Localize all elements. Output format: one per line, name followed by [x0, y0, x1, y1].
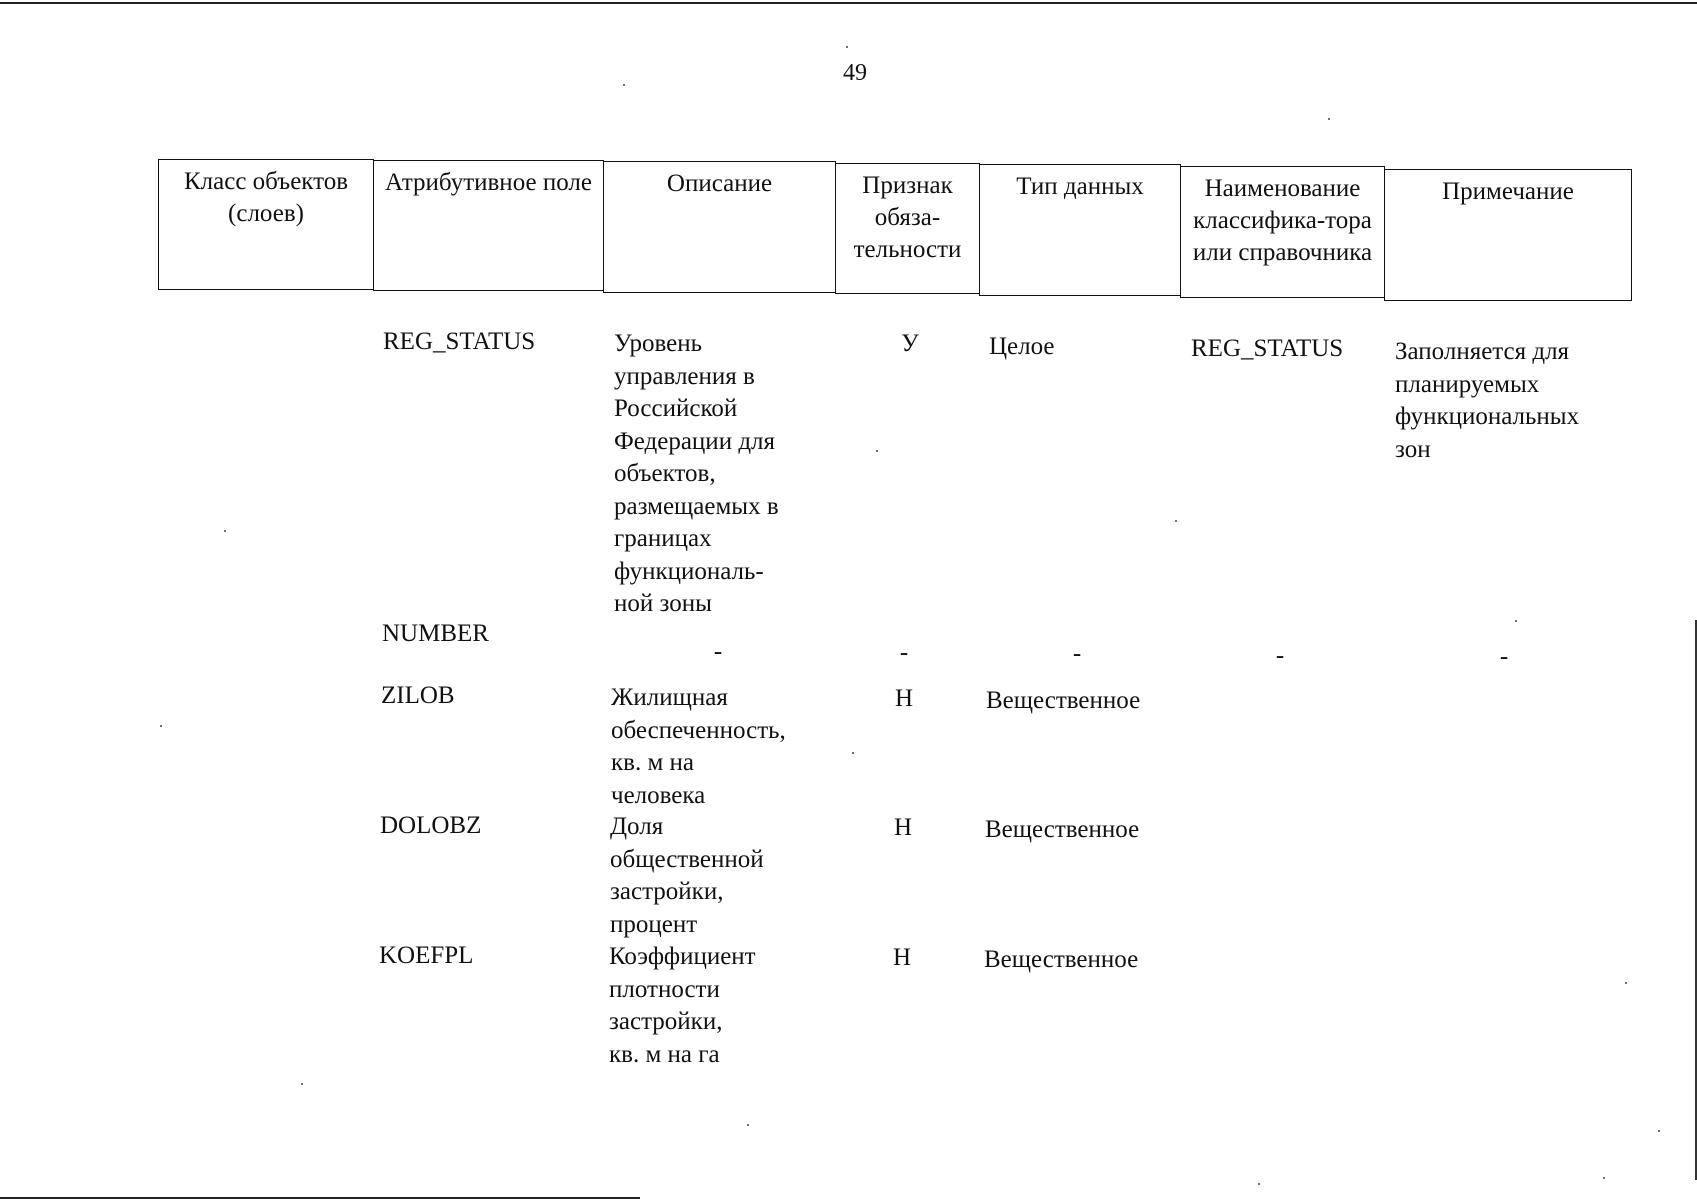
- scan-speck: [747, 1124, 749, 1126]
- header-classifier-label: Наименование классифика-тора или справочника: [1192, 175, 1373, 266]
- type-reg-status: Целое: [989, 333, 1055, 360]
- scan-speck: [1603, 1177, 1605, 1179]
- header-required: [835, 163, 980, 294]
- header-class-label: Класс объектов (слоев): [183, 168, 349, 227]
- scan-speck: [623, 84, 625, 86]
- description-koefpl: Коэффициент плотности застройки, кв. м на га: [609, 943, 756, 1068]
- header-description: [603, 161, 836, 293]
- field-number: NUMBER: [382, 620, 489, 647]
- top-rule: [0, 2, 1697, 4]
- scan-speck: [876, 450, 878, 452]
- classifier-reg-status: REG_STATUS: [1191, 335, 1344, 362]
- header-note: [1384, 169, 1632, 301]
- type-koefpl: Вещественное: [984, 946, 1139, 973]
- scan-speck: [301, 1083, 303, 1085]
- description-reg-status: Уровень управления в Российской Федерации для объектов, размещаемых в границах функциональ- ной зоны: [614, 330, 779, 617]
- scan-speck: [852, 752, 854, 754]
- scan-speck: [1658, 1130, 1660, 1132]
- required-dolobz: Н: [893, 814, 913, 841]
- scan-speck: [160, 725, 162, 727]
- required-zilob: Н: [894, 685, 914, 712]
- header-field-label: Атрибутивное поле: [385, 169, 592, 196]
- note-reg-status: Заполняется для планируемых функциональных зон: [1395, 338, 1580, 463]
- header-type-label: Тип данных: [1016, 173, 1144, 200]
- required-reg-status: У: [901, 330, 919, 357]
- header-type: [979, 164, 1181, 296]
- bottom-rule: [0, 1197, 640, 1199]
- field-koefpl: KOEFPL: [379, 942, 474, 969]
- scan-speck: [1175, 520, 1177, 522]
- header-classifier: [1180, 166, 1385, 298]
- scan-speck: [1515, 620, 1517, 622]
- header-note-label: Примечание: [1442, 178, 1574, 205]
- scan-speck: [224, 530, 226, 532]
- description-number: -: [713, 638, 723, 665]
- description-zilob: Жилищная обеспеченность, кв. м на человека: [611, 684, 786, 809]
- type-number: -: [1072, 640, 1082, 667]
- header-required-label: Признак обяза-тельности: [853, 172, 962, 263]
- required-number: -: [899, 639, 909, 666]
- type-zilob: Вещественное: [986, 687, 1141, 714]
- note-number: -: [1499, 643, 1509, 670]
- required-koefpl: Н: [892, 944, 912, 971]
- header-field: [373, 160, 604, 291]
- field-zilob: ZILOB: [381, 682, 455, 709]
- scan-speck: [846, 46, 848, 48]
- description-dolobz: Доля общественной застройки, процент: [610, 813, 764, 938]
- type-dolobz: Вещественное: [985, 816, 1140, 843]
- scan-speck: [1625, 982, 1627, 984]
- header-description-label: Описание: [666, 170, 773, 197]
- classifier-number: -: [1275, 642, 1285, 669]
- page-number: 49: [843, 60, 867, 86]
- scan-speck: [1328, 118, 1330, 120]
- field-reg-status: REG_STATUS: [383, 328, 536, 355]
- scan-speck: [1258, 1183, 1260, 1185]
- field-dolobz: DOLOBZ: [380, 812, 482, 839]
- header-class: [158, 159, 374, 290]
